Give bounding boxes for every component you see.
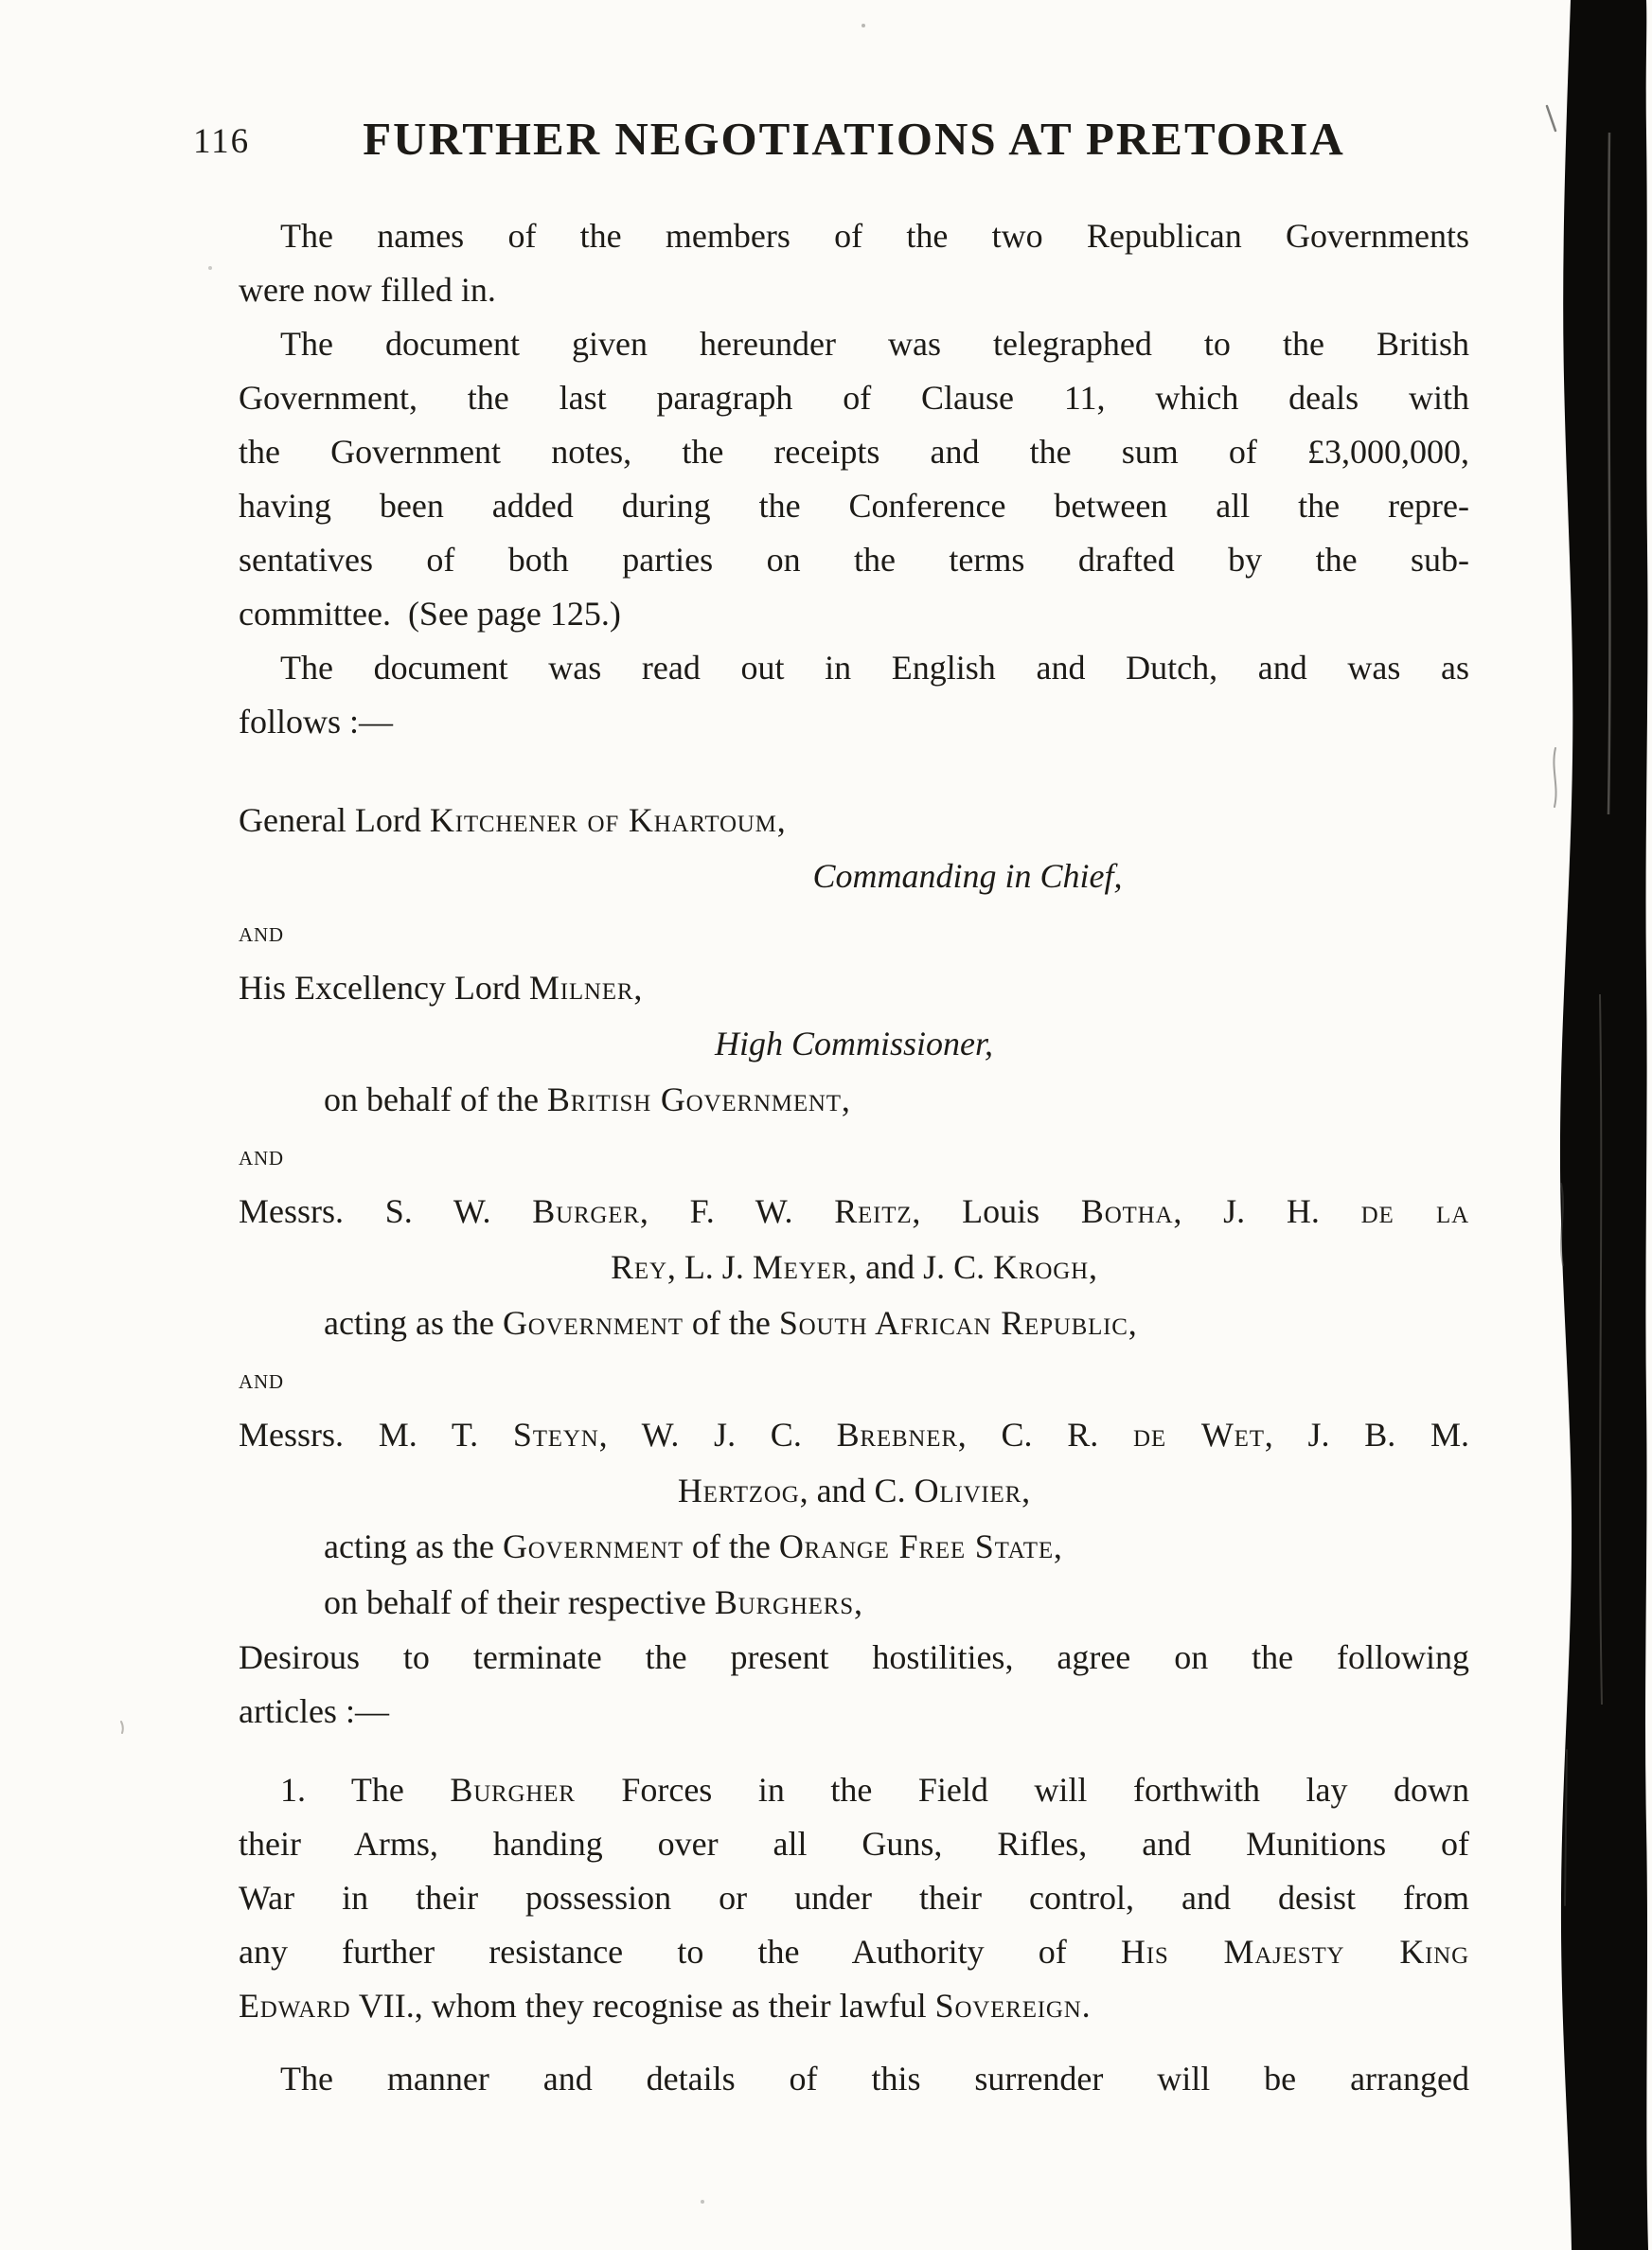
body-text: The document was read out in English and Dutch, and was as (280, 649, 1469, 687)
body-text: follows :— (239, 703, 394, 741)
body-text: having been added during the Conference between all the repre- (239, 487, 1469, 525)
body-text: , (633, 969, 643, 1007)
conjunction-line (239, 1128, 1469, 1184)
small-caps-text: Botha (1080, 1192, 1174, 1230)
small-caps-text: Government (502, 1304, 684, 1342)
body-text: were now filled in. (239, 271, 496, 309)
text-line (239, 1763, 1469, 1817)
body-text: 1. The (280, 1771, 451, 1809)
body-text: committee. (See page 125.) (239, 595, 621, 633)
body-text: the Government notes, the receipts and the sum of £3,000,000, (239, 433, 1469, 471)
body-text: of the (683, 1527, 779, 1565)
body-text: articles :— (239, 1692, 389, 1730)
small-caps-text: Orange Free State (778, 1527, 1054, 1565)
small-caps-text: Meyer (752, 1248, 849, 1286)
running-header: FURTHER NEGOTIATIONS AT PRETORIA (363, 113, 1345, 165)
small-caps-text: Milner (528, 969, 634, 1007)
body-text: War in their possession or under their control, and desist from (239, 1879, 1469, 1917)
text-line (239, 848, 1469, 904)
small-caps-text: and (239, 1364, 284, 1395)
italic-text: Commanding in Chief, (812, 857, 1123, 895)
body-text: . (1081, 1987, 1091, 2025)
text-line (239, 371, 1469, 425)
text-line (239, 1407, 1469, 1463)
body-text: , (776, 801, 786, 839)
text-line (239, 587, 1469, 641)
body-text: on behalf of the (324, 1080, 547, 1118)
binding-shadow (1560, 0, 1648, 2250)
small-caps-text: Government (502, 1527, 684, 1565)
text-line (239, 1925, 1469, 1979)
text-line (239, 1519, 1469, 1575)
small-caps-text: South African Republic (778, 1304, 1128, 1342)
conjunction-line (239, 1351, 1469, 1407)
body-text: , (1053, 1527, 1062, 1565)
text-line (239, 1295, 1469, 1351)
text-line (239, 1685, 1469, 1739)
page-header (193, 112, 1469, 166)
text-line (239, 1817, 1469, 1871)
page-number: 116 (193, 122, 251, 161)
small-caps-text: Hertzog (677, 1472, 800, 1509)
small-caps-text: Sovereign (934, 1987, 1082, 2025)
text-line (239, 1871, 1469, 1925)
small-caps-text: Edward (239, 1987, 351, 2025)
body-text: , Louis (912, 1192, 1081, 1230)
body-text: of the (683, 1304, 779, 1342)
body-text: , (1128, 1304, 1137, 1342)
small-caps-text: de la (1360, 1192, 1469, 1230)
small-caps-text: and (239, 917, 284, 948)
body-text: any further resistance to the Authority of (239, 1933, 1121, 1971)
body-text: The manner and details of this surrender will be arranged (280, 2060, 1469, 2098)
text-line (239, 1072, 1469, 1128)
body-text: their Arms, handing over all Guns, Rifles, and Munitions of (239, 1825, 1469, 1863)
text-line (239, 479, 1469, 533)
text-line (239, 695, 1469, 749)
page-content (239, 209, 1469, 2106)
small-caps-text: Kitchener of Khartoum (429, 801, 777, 839)
body-text: on behalf of their respective (324, 1583, 715, 1621)
small-caps-text: Brebner (836, 1416, 958, 1454)
body-text: Government, the last paragraph of Clause 11, which deals with (239, 379, 1469, 417)
text-line (239, 793, 1469, 848)
body-text: Desirous to terminate the present hostilities, agree on the following (239, 1638, 1469, 1676)
body-text: The names of the members of the two Republican Governments (280, 217, 1469, 255)
text-line (239, 533, 1469, 587)
body-text: sentatives of both parties on the terms drafted by the sub- (239, 541, 1469, 579)
small-caps-text: His Majesty King (1120, 1933, 1469, 1971)
small-caps-text: and (239, 1140, 284, 1171)
text-line (239, 1184, 1469, 1240)
binding-highlight (1608, 133, 1609, 814)
body-text: , (853, 1583, 862, 1621)
text-line (239, 1463, 1469, 1519)
body-text: acting as the (324, 1527, 503, 1565)
small-caps-text: Rey (611, 1248, 667, 1286)
body-text: , and C. (799, 1472, 915, 1509)
text-line (239, 317, 1469, 371)
text-line (239, 1575, 1469, 1631)
small-caps-text: British Government (546, 1080, 842, 1118)
body-text: , J. H. (1173, 1192, 1361, 1230)
text-line (239, 209, 1469, 263)
body-text: , W. J. C. (598, 1416, 837, 1454)
text-line (239, 2052, 1469, 2106)
text-line (239, 1016, 1469, 1072)
text-line (239, 1240, 1469, 1295)
binding-highlight (1600, 994, 1602, 1705)
body-text: General Lord (239, 801, 430, 839)
body-text: , and J. C. (848, 1248, 994, 1286)
body-text: acting as the (324, 1304, 503, 1342)
body-text: , J. B. M. (1264, 1416, 1470, 1454)
text-line (239, 263, 1469, 317)
italic-text: High Commissioner, (714, 1025, 994, 1062)
conjunction-line (239, 904, 1469, 960)
small-caps-text: Steyn (512, 1416, 599, 1454)
body-text: , C. R. (957, 1416, 1134, 1454)
body-text: The document given hereunder was telegraphed to the British (280, 325, 1469, 363)
small-caps-text: Olivier (914, 1472, 1022, 1509)
small-caps-text: Burghers (714, 1583, 854, 1621)
body-text: , (1088, 1248, 1097, 1286)
body-text: Messrs. S. W. (239, 1192, 533, 1230)
body-text: VII., whom they recognise as their lawful (350, 1987, 935, 2025)
body-text: , L. J. (666, 1248, 753, 1286)
text-line (239, 1979, 1469, 2033)
small-caps-text: Krogh (993, 1248, 1089, 1286)
body-text: Forces in the Field will forthwith lay down (575, 1771, 1469, 1809)
body-text: His Excellency Lord (239, 969, 529, 1007)
text-line (239, 641, 1469, 695)
small-caps-text: Burger (532, 1192, 640, 1230)
text-line (239, 425, 1469, 479)
body-text: , F. W. (639, 1192, 835, 1230)
small-caps-text: Reitz (834, 1192, 913, 1230)
small-caps-text: de Wet (1133, 1416, 1265, 1454)
text-line (239, 1631, 1469, 1685)
body-text: Messrs. M. T. (239, 1416, 513, 1454)
text-line (239, 960, 1469, 1016)
small-caps-text: Burgher (450, 1771, 576, 1809)
body-text: , (841, 1080, 850, 1118)
body-text: , (1021, 1472, 1031, 1509)
